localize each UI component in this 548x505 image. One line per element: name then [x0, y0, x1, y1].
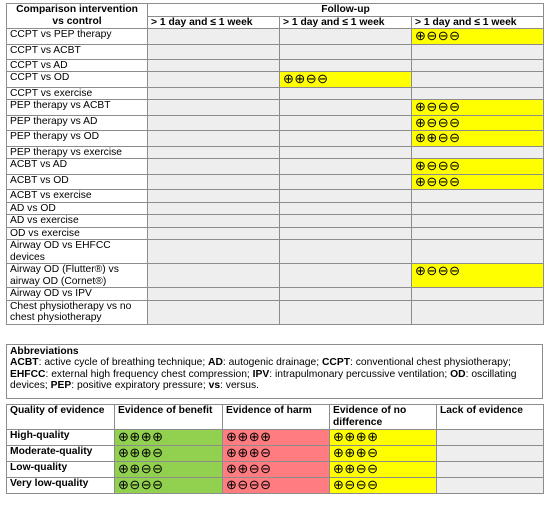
comparison-label: CCPT vs exercise: [7, 87, 148, 100]
empty-cell: [412, 288, 544, 301]
evidence-cell: [412, 131, 544, 147]
abbreviation-definition: : conventional chest physiotherapy;: [350, 357, 511, 369]
comparison-label: ACBT vs AD: [7, 159, 148, 175]
comparison-label: Airway OD (Flutter®) vs airway OD (Cornet®): [7, 264, 148, 288]
abbreviation-term: AD: [208, 357, 223, 369]
comparison-label: CCPT vs OD: [7, 72, 148, 88]
certainty-symbols: ⊕⊕⊕⊕: [333, 429, 379, 444]
certainty-symbols: ⊕⊖⊖⊖: [118, 477, 164, 492]
empty-cell: [148, 190, 280, 203]
empty-cell: [280, 131, 412, 147]
empty-cell: [280, 300, 412, 324]
certainty-symbols: ⊕⊖⊖⊖: [226, 477, 272, 492]
certainty-symbols: ⊕⊖⊖⊖: [415, 99, 461, 114]
empty-cell: [280, 100, 412, 116]
certainty-symbols: ⊕⊖⊖⊖: [415, 174, 461, 189]
certainty-symbols: ⊕⊕⊖⊖: [415, 130, 461, 145]
empty-cell: [412, 72, 544, 88]
comparison-label: AD vs OD: [7, 202, 148, 215]
followup-column-header: > 1 day and ≤ 1 week: [148, 16, 280, 29]
quality-label: Moderate-quality: [7, 446, 115, 462]
certainty-symbols: ⊕⊕⊖⊖: [283, 71, 329, 86]
table-row: [7, 115, 544, 131]
abbreviation-term: IPV: [252, 368, 270, 380]
empty-cell: [412, 59, 544, 72]
comparison-label: Chest physiotherapy vs no chest physiotherapy: [7, 300, 148, 324]
abbreviation-definition: : oscillating devices;: [10, 368, 517, 391]
followup-column-header: > 1 day and ≤ 1 week: [412, 16, 544, 29]
legend-cell: [223, 478, 330, 494]
empty-cell: [280, 146, 412, 159]
empty-cell: [280, 190, 412, 203]
abbreviation-definition: : external high frequency chest compression;: [45, 368, 253, 380]
empty-cell: [412, 202, 544, 215]
legend-cell: [115, 478, 223, 494]
empty-cell: [280, 44, 412, 59]
table-row: [7, 174, 544, 190]
comparison-label: CCPT vs ACBT: [7, 44, 148, 59]
empty-cell: [280, 202, 412, 215]
empty-cell: [280, 59, 412, 72]
empty-cell: [148, 87, 280, 100]
abbreviations-title: Abbreviations: [10, 346, 79, 357]
table-row: [7, 59, 544, 72]
empty-cell: [148, 288, 280, 301]
certainty-symbols: ⊕⊕⊕⊖: [118, 445, 164, 460]
empty-cell: [412, 300, 544, 324]
certainty-symbols: ⊕⊖⊖⊖: [415, 263, 461, 278]
table-row: [7, 131, 544, 147]
comparison-label: OD vs exercise: [7, 227, 148, 240]
legend-header: Evidence of no difference: [330, 405, 437, 430]
abbreviations-text: [10, 357, 539, 391]
evidence-cell: [412, 29, 544, 45]
comparison-label: PEP therapy vs ACBT: [7, 100, 148, 116]
abbreviation-term: ACBT: [10, 357, 39, 369]
comparison-label: PEP therapy vs OD: [7, 131, 148, 147]
empty-cell: [280, 29, 412, 45]
empty-cell: [412, 215, 544, 228]
evidence-cell: [280, 72, 412, 88]
legend-cell: [330, 478, 437, 494]
legend-cell: [115, 430, 223, 446]
legend-rows: [7, 430, 544, 494]
legend-header: Evidence of harm: [223, 405, 330, 430]
empty-cell: [280, 288, 412, 301]
table-row: [7, 202, 544, 215]
legend-row: [7, 462, 544, 478]
abbreviation-definition: : autogenic drainage;: [222, 357, 322, 369]
evidence-cell: [412, 264, 544, 288]
certainty-symbols: ⊕⊕⊕⊖: [333, 445, 379, 460]
empty-cell: [280, 264, 412, 288]
abbreviations-box: [6, 344, 543, 399]
empty-cell: [280, 227, 412, 240]
evidence-cell: [412, 100, 544, 116]
abbreviation-definition: : positive expiratory pressure;: [71, 379, 209, 391]
evidence-cell: [412, 159, 544, 175]
empty-cell: [148, 146, 280, 159]
certainty-symbols: ⊕⊖⊖⊖: [415, 115, 461, 130]
legend-cell: [330, 462, 437, 478]
comparison-label: CCPT vs PEP therapy: [7, 29, 148, 45]
empty-cell: [412, 146, 544, 159]
quality-label: Low-quality: [7, 462, 115, 478]
followup-header: Follow-up: [148, 4, 544, 17]
empty-cell: [148, 29, 280, 45]
empty-cell: [148, 59, 280, 72]
certainty-symbols: ⊕⊕⊖⊖: [118, 461, 164, 476]
comparison-label: PEP therapy vs AD: [7, 115, 148, 131]
empty-cell: [148, 202, 280, 215]
legend-cell: [437, 478, 544, 494]
legend-header: Evidence of benefit: [115, 405, 223, 430]
table-row: [7, 190, 544, 203]
certainty-symbols: ⊕⊖⊖⊖: [333, 477, 379, 492]
empty-cell: [148, 174, 280, 190]
table-row: [7, 146, 544, 159]
comparison-label: CCPT vs AD: [7, 59, 148, 72]
header-row-1: [7, 4, 544, 17]
certainty-symbols: ⊕⊕⊕⊖: [226, 445, 272, 460]
legend-cell: [330, 430, 437, 446]
legend-cell: [437, 446, 544, 462]
legend-header: Quality of evidence: [7, 405, 115, 430]
abbreviation-definition: : active cycle of breathing technique;: [38, 357, 209, 369]
certainty-symbols: ⊕⊕⊕⊕: [226, 429, 272, 444]
abbreviation-definition: : intrapulmonary percussive ventilation;: [269, 368, 451, 380]
table-row: [7, 100, 544, 116]
empty-cell: [280, 240, 412, 264]
table-row: [7, 227, 544, 240]
certainty-symbols: ⊕⊕⊕⊕: [118, 429, 164, 444]
certainty-symbols: ⊕⊖⊖⊖: [415, 28, 461, 43]
abbreviation-term: EHFCC: [10, 368, 46, 380]
abbreviation-term: vs: [208, 379, 221, 391]
comparison-label: Airway OD vs IPV: [7, 288, 148, 301]
empty-cell: [280, 87, 412, 100]
table-row: [7, 87, 544, 100]
legend-row: [7, 446, 544, 462]
table-row: [7, 264, 544, 288]
empty-cell: [280, 215, 412, 228]
legend-header: Lack of evidence: [437, 405, 544, 430]
followup-column-header: > 1 day and ≤ 1 week: [280, 16, 412, 29]
table-row: [7, 288, 544, 301]
empty-cell: [148, 100, 280, 116]
legend-cell: [115, 446, 223, 462]
empty-cell: [280, 174, 412, 190]
comparison-rows: [7, 29, 544, 325]
certainty-symbols: ⊕⊖⊖⊖: [415, 158, 461, 173]
empty-cell: [412, 87, 544, 100]
abbreviation-term: PEP: [50, 379, 72, 391]
comparison-label: PEP therapy vs exercise: [7, 146, 148, 159]
quality-legend-table: [6, 404, 544, 494]
table-row: [7, 215, 544, 228]
legend-cell: [115, 462, 223, 478]
empty-cell: [412, 190, 544, 203]
comparison-header: Comparison intervention vs control: [7, 4, 148, 29]
empty-cell: [148, 215, 280, 228]
legend-row: [7, 478, 544, 494]
legend-header-row: [7, 405, 544, 430]
empty-cell: [148, 115, 280, 131]
legend-cell: [437, 430, 544, 446]
comparison-label: ACBT vs exercise: [7, 190, 148, 203]
legend-cell: [223, 462, 330, 478]
empty-cell: [148, 72, 280, 88]
empty-cell: [412, 44, 544, 59]
empty-cell: [148, 240, 280, 264]
empty-cell: [148, 300, 280, 324]
evidence-table: [6, 3, 544, 325]
legend-cell: [437, 462, 544, 478]
empty-cell: [148, 131, 280, 147]
empty-cell: [412, 227, 544, 240]
empty-cell: [148, 44, 280, 59]
legend-cell: [223, 430, 330, 446]
evidence-cell: [412, 115, 544, 131]
quality-label: High-quality: [7, 430, 115, 446]
empty-cell: [280, 115, 412, 131]
certainty-symbols: ⊕⊕⊖⊖: [333, 461, 379, 476]
table-row: [7, 72, 544, 88]
table-row: [7, 159, 544, 175]
legend-cell: [330, 446, 437, 462]
table-row: [7, 300, 544, 324]
comparison-label: AD vs exercise: [7, 215, 148, 228]
empty-cell: [280, 159, 412, 175]
empty-cell: [148, 227, 280, 240]
legend-row: [7, 430, 544, 446]
empty-cell: [148, 159, 280, 175]
table-row: [7, 240, 544, 264]
evidence-cell: [412, 174, 544, 190]
abbreviation-term: OD: [450, 368, 466, 380]
comparison-label: ACBT vs OD: [7, 174, 148, 190]
abbreviation-definition: : versus.: [220, 379, 259, 391]
table-row: [7, 29, 544, 45]
quality-label: Very low-quality: [7, 478, 115, 494]
comparison-label: Airway OD vs EHFCC devices: [7, 240, 148, 264]
table-row: [7, 44, 544, 59]
legend-cell: [223, 446, 330, 462]
certainty-symbols: ⊕⊕⊖⊖: [226, 461, 272, 476]
abbreviation-term: CCPT: [321, 357, 350, 369]
empty-cell: [412, 240, 544, 264]
empty-cell: [148, 264, 280, 288]
